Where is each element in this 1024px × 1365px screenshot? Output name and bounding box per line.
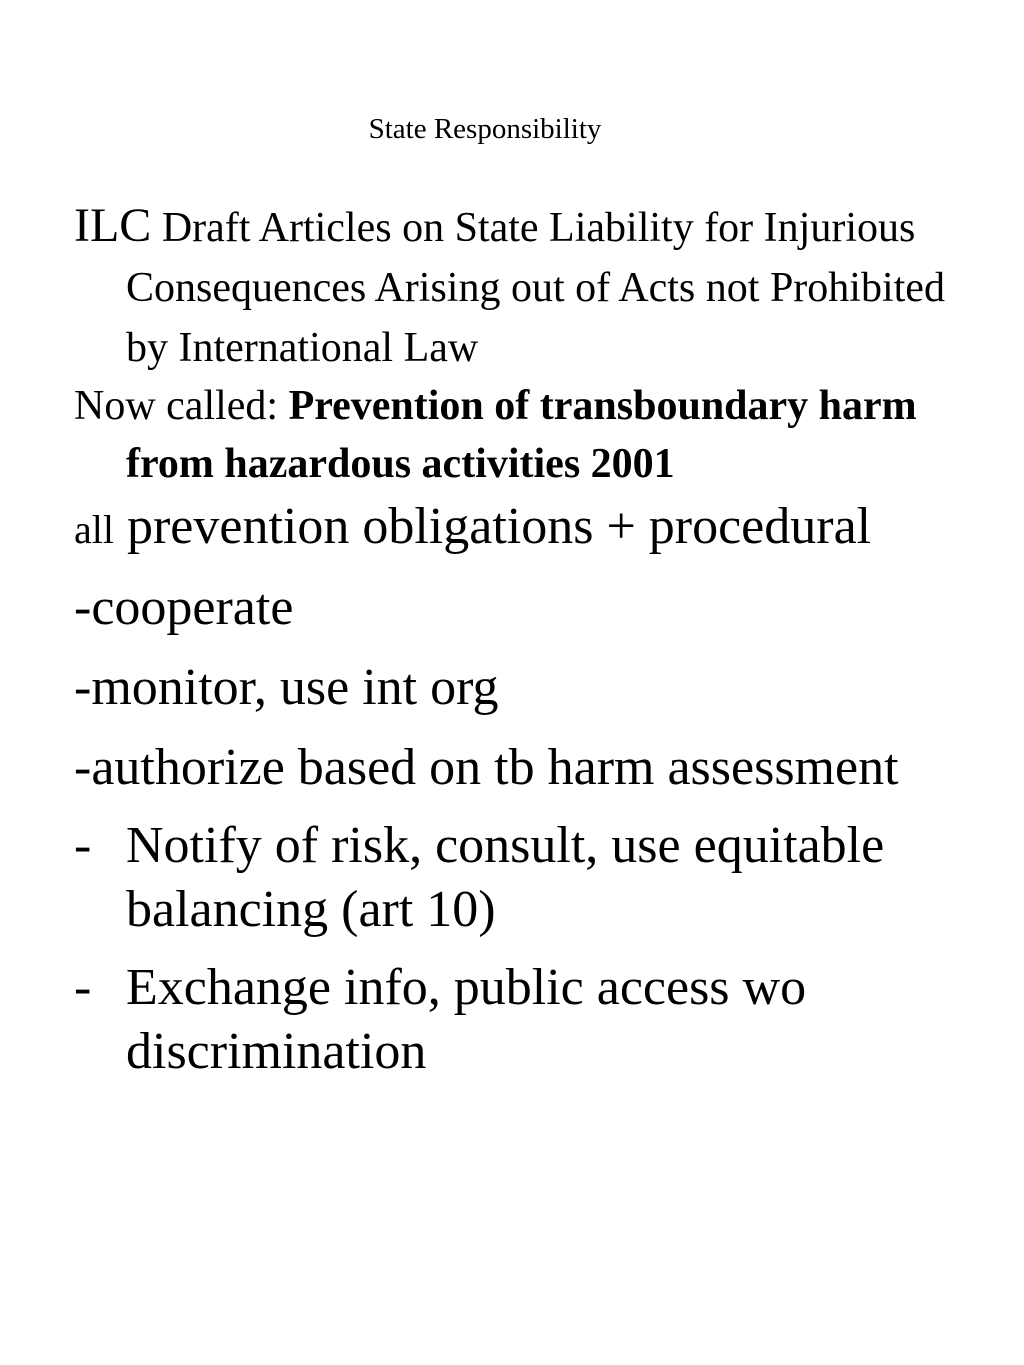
bullet-now-called	[74, 377, 974, 493]
bullet-cooperate	[74, 576, 974, 640]
bullet-exchange-info	[74, 956, 974, 1084]
bullet-text: Draft Articles on State Liability for Injurious Consequences Arising out of Acts not Prohibited by International Law	[126, 205, 945, 371]
bullet-lead: ILC	[74, 199, 152, 252]
bullet-notify	[74, 814, 974, 942]
bullet-ilc-draft-articles	[74, 197, 974, 377]
bullet-text: -monitor, use int org	[74, 659, 499, 716]
bullet-text: -authorize based on tb harm assessment	[74, 739, 899, 796]
dash-marker: -	[74, 959, 92, 1016]
bullet-monitor	[74, 656, 974, 720]
bullet-list	[74, 197, 974, 1084]
dash-marker: -	[74, 817, 92, 874]
bullet-lead: Now called:	[74, 383, 289, 429]
bullet-text: Exchange info, public access wo discrimination	[126, 959, 807, 1080]
bullet-text: prevention obligations + procedural	[113, 498, 872, 555]
bullet-text: -cooperate	[74, 579, 294, 636]
bullet-authorize	[74, 736, 974, 800]
slide-title: State Responsibility	[368, 113, 602, 145]
bullet-prevention-obligations	[74, 495, 974, 562]
bullet-text: Notify of risk, consult, use equitable balancing (art 10)	[126, 817, 885, 938]
bullet-bold-text: Prevention of transboundary harm from hazardous activities 2001	[126, 383, 917, 487]
bullet-lead: all	[74, 507, 114, 552]
